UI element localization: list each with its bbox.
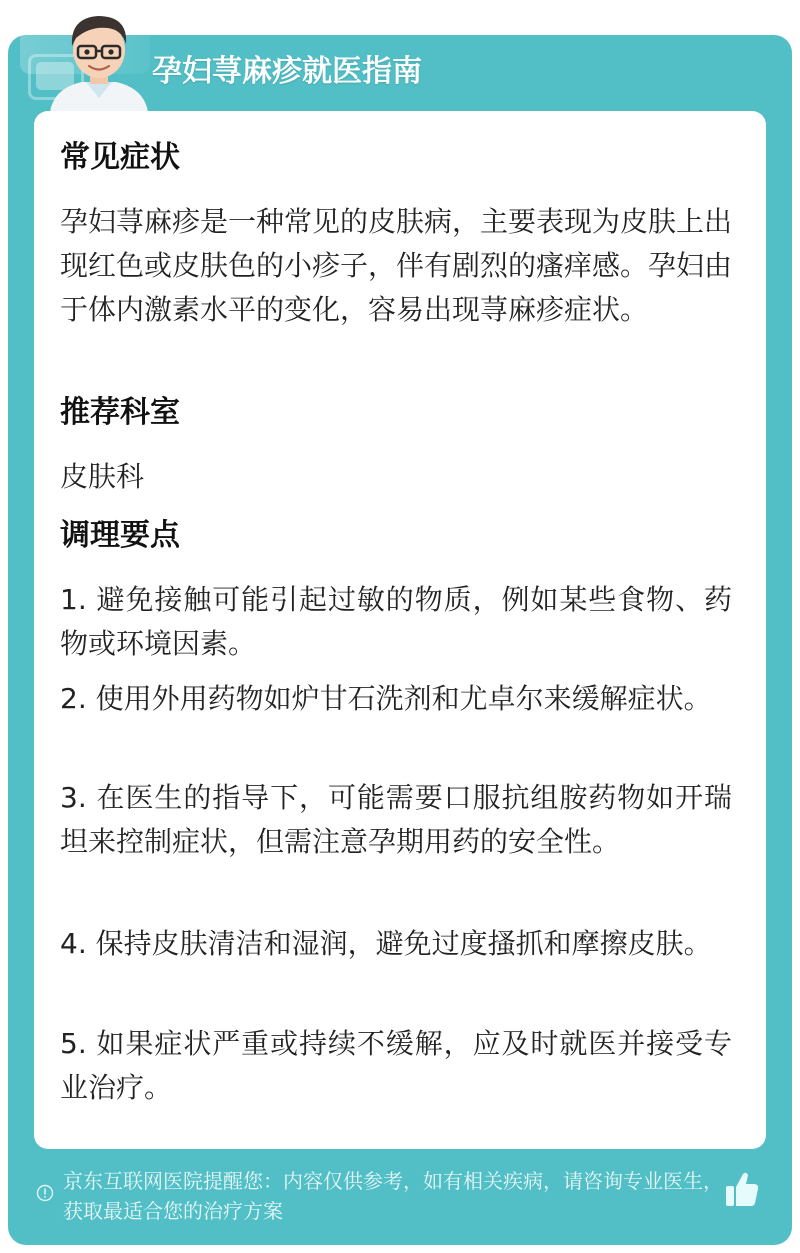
section-heading-care: 调理要点 bbox=[60, 518, 180, 553]
content-card bbox=[34, 111, 766, 1149]
page-title: 孕妇荨麻疹就医指南 bbox=[152, 54, 422, 89]
thumbs-up-icon[interactable] bbox=[724, 1170, 760, 1208]
department-text: 皮肤科 bbox=[60, 460, 145, 493]
care-item-1: 1. 避免接触可能引起过敏的物质，例如某些食物、药物或环境因素。 bbox=[60, 583, 732, 660]
care-item-3: 3. 在医生的指导下，可能需要口服抗组胺药物如开瑞坦来控制症状，但需注意孕期用药的安全性。 bbox=[60, 781, 732, 858]
care-item-5: 5. 如果症状严重或持续不缓解，应及时就医并接受专业治疗。 bbox=[60, 1027, 732, 1104]
section-heading-department: 推荐科室 bbox=[60, 395, 180, 430]
symptoms-text: 孕妇荨麻疹是一种常见的皮肤病，主要表现为皮肤上出现红色或皮肤色的小疹子，伴有剧烈的瘙痒感。孕妇由于体内激素水平的变化，容易出现荨麻疹症状。 bbox=[60, 205, 733, 326]
section-heading-symptoms: 常见症状 bbox=[60, 140, 180, 175]
care-item-4: 4. 保持皮肤清洁和湿润，避免过度搔抓和摩擦皮肤。 bbox=[60, 927, 712, 960]
doctor-avatar-icon bbox=[46, 8, 152, 112]
footer-disclaimer: 京东互联网医院提醒您：内容仅供参考，如有相关疾病，请咨询专业医生，获取最适合您的治疗方案 bbox=[63, 1169, 723, 1223]
care-item-2: 2. 使用外用药物如炉甘石洗剂和尤卓尔来缓解症状。 bbox=[60, 682, 712, 715]
info-icon bbox=[36, 1184, 54, 1202]
